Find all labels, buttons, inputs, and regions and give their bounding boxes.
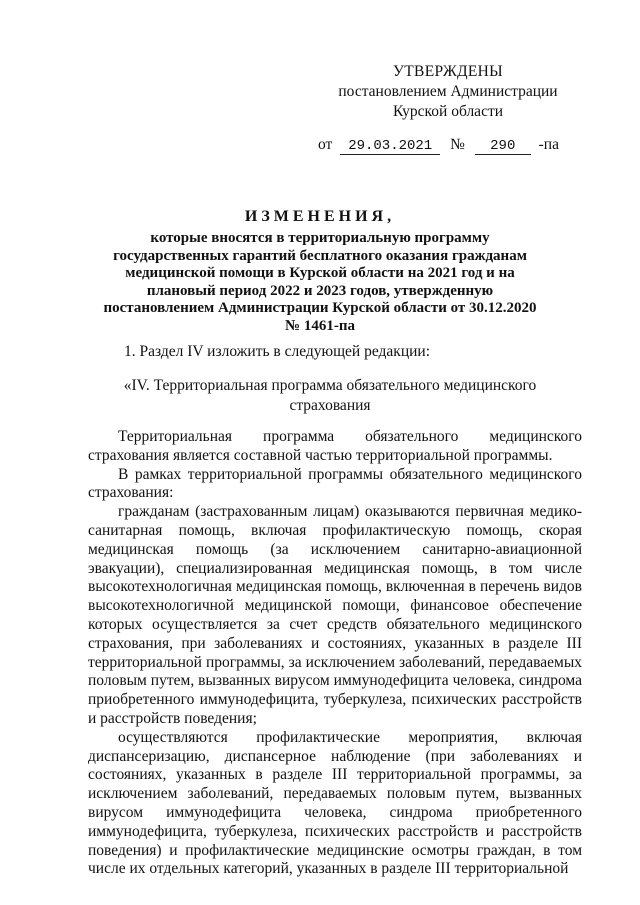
paragraph: осуществляются профилактические мероприятия, включая диспансеризацию, диспансерное наблюдение (при заболеваниях и состояниях, указанных в разделе III территориальной программы, за исключением заболеваний, передаваемых половым путем, вызванных вирусом иммунодефицита человека, синдрома приобретенного иммунодефицита, туберкулеза, психических расстройств и расстройств поведения) и профилактические медицинские осмотры граждан, в том числе их отдельных категорий, указанных в разделе III территориальной: [88, 728, 582, 878]
approval-stamp: [318, 62, 578, 122]
approval-line-2: Курской области: [392, 103, 504, 120]
order-date: 29.03.2021: [340, 138, 440, 155]
approval-heading: УТВЕРЖДЕНЫ: [393, 63, 503, 80]
title-subtitle: которые вносятся в территориальную программу государственных гарантий бесплатного оказания гражданам медицинской помощи в Курской области на 2021 год и на плановый период 2022 и 2023 годов, утвержденную постановлением Администрации Курской области от 30.12.2020 № 1461-па: [103, 230, 537, 334]
order-number: 290: [475, 138, 531, 155]
section-body: [88, 428, 582, 879]
item-1: 1. Раздел IV изложить в следующей редакции:: [124, 343, 431, 360]
order-reference: [318, 136, 578, 155]
title-heading: ИЗМЕНЕНИЯ,: [244, 208, 396, 225]
order-suffix: -па: [538, 136, 559, 153]
paragraph: гражданам (застрахованным лицам) оказываются первичная медико-санитарная помощь, включая профилактическую помощь, скорая медицинская помощь (за исключением санитарно-авиационной эвакуации), специализированная медицинская помощь, в том числе высокотехнологичная медицинская помощь, включенная в перечень видов высокотехнологичной медицинской помощи, финансовое обеспечение которых осуществляется за счет средств обязательного медицинского страхования, при заболеваниях и состояниях, указанных в разделе III территориальной программы, за исключением заболеваний, передаваемых половым путем, вызванных вирусом иммунодефицита человека, синдрома приобретенного иммунодефицита, туберкулеза, психических расстройств и расстройств поведения;: [88, 503, 582, 727]
paragraph: В рамках территориальной программы обязательного медицинского страхования:: [88, 465, 582, 502]
section-heading: «IV. Территориальная программа обязательного медицинского страхования: [123, 377, 537, 414]
order-number-label: №: [450, 136, 465, 153]
paragraph: Территориальная программа обязательного медицинского страхования является составной частью территориальной программы.: [88, 428, 582, 464]
approval-line-1: постановлением Администрации: [338, 83, 558, 100]
document-title: [100, 206, 540, 335]
order-from-label: от: [318, 136, 333, 153]
